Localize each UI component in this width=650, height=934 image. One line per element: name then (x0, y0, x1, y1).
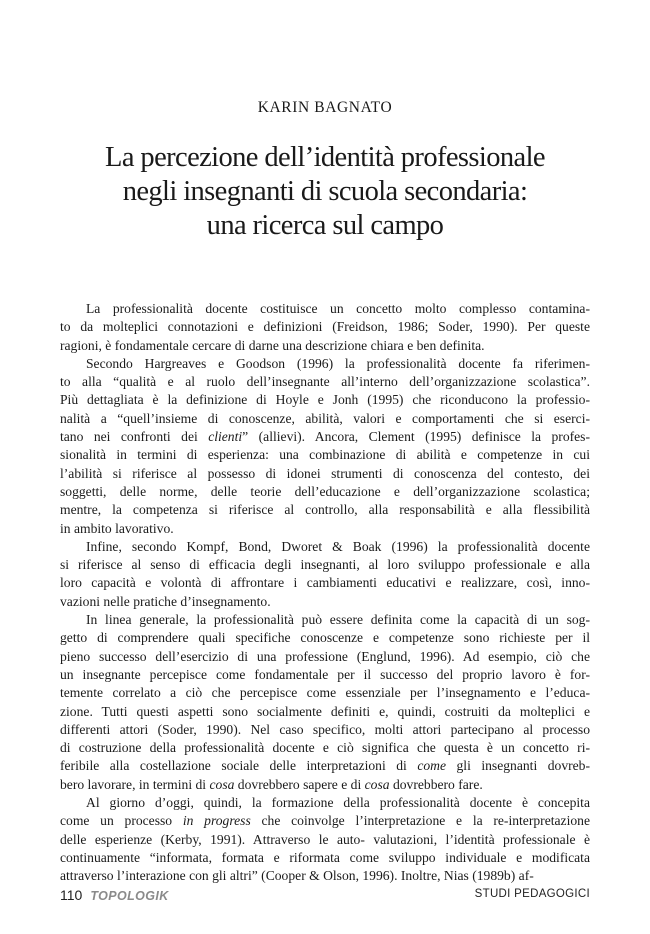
text-segment: di costruzione della professionalità docente e ciò significa che questa è un concetto ri- (60, 740, 590, 756)
text-segment: soggetti, delle norme, delle teorie dell’educazione e dell’organizzazione scolastica; (60, 483, 590, 499)
footer-left (60, 887, 169, 903)
text-line (60, 410, 590, 428)
text-segment: tano nei confronti dei (60, 429, 209, 445)
text-segment: La professionalità docente costituisce un concetto molto complesso contamina- (86, 301, 590, 316)
text-line (60, 318, 590, 336)
text-line (60, 465, 590, 483)
journal-name: TOPOLOGIK (90, 889, 169, 903)
text-segment: zione. Tutti questi aspetti sono socialmente definiti e, quindi, costruiti da molteplici e (60, 703, 590, 719)
paragraph (60, 794, 590, 885)
text-segment: loro capacità e volontà di affrontare i cambiamenti educativi e realizzare, così, inno- (60, 575, 590, 591)
text-segment: Infine, secondo Kompf, Bond, Dworet & Boak (1996) la professionalità docente (86, 538, 590, 554)
article-title (0, 141, 650, 243)
text-line (60, 391, 590, 409)
title-line-3: una ricerca sul campo (206, 210, 444, 241)
text-line (60, 739, 590, 757)
text-segment: come un processo (60, 813, 183, 829)
paragraph (60, 300, 590, 355)
text-line (60, 355, 590, 373)
text-line (60, 373, 590, 391)
text-segment: dovrebbero fare. (389, 776, 483, 792)
text-line (60, 849, 590, 867)
text-line (60, 794, 590, 812)
article-author: KARIN BAGNATO (257, 99, 393, 116)
text-segment: Più dettagliata è la definizione di Hoyle e Jonh (1995) che riconducono la professio- (60, 392, 590, 408)
text-segment: getto di comprendere quali specifiche conoscenze e competenze sono richieste per il (60, 630, 590, 646)
title-line-2: negli insegnanti di scuola secondaria: (122, 176, 528, 207)
text-line (60, 501, 590, 519)
text-segment: vazioni nelle pratiche d’insegnamento. (60, 593, 271, 609)
text-line (60, 574, 590, 592)
emphasis-text: come (417, 758, 446, 774)
paragraph (60, 611, 590, 794)
text-segment: pieno successo dell’esercizio di una professione (Englund, 1996). Ad esempio, ciò che (60, 648, 590, 664)
text-segment: gli insegnanti dovreb- (446, 758, 590, 774)
text-segment: che coinvolge l’interpretazione e la re-interpretazione (250, 813, 590, 829)
text-line (60, 520, 590, 538)
text-line (60, 446, 590, 464)
paragraph (60, 538, 590, 611)
text-segment: nalità a “quell’insieme di conoscenze, abilità, valori e comportamenti che si eserci- (60, 410, 590, 426)
page-number: 110 (60, 887, 83, 903)
emphasis-text: cosa (209, 776, 235, 792)
section-name: STUDI PEDAGOGICI (474, 888, 590, 900)
text-line (60, 300, 590, 318)
text-segment: to alla “qualità e al ruolo dell’insegnante all’interno dell’organizzazione scolastica”. (60, 374, 590, 390)
text-segment: feribile alla costellazione sociale delle interpretazioni di (60, 758, 418, 774)
text-line (60, 593, 590, 611)
text-segment: differenti attori (Soder, 1990). Nel caso specifico, molti attori partecipano al processo (60, 721, 590, 737)
text-line (60, 684, 590, 702)
text-segment: in ambito lavorativo. (60, 520, 174, 536)
text-line (60, 648, 590, 666)
text-line (60, 428, 590, 446)
text-segment: mentre, la competenza si riferisce al controllo, alla responsabilità e alla flessibilità (60, 502, 590, 518)
text-segment: continuamente “informata, formata e riformata come sviluppo individuale e modificata (60, 849, 590, 865)
text-segment: ragioni, è fondamentale cercare di darne una descrizione chiara e ben definita. (60, 337, 485, 353)
text-line (60, 721, 590, 739)
text-segment: to da molteplici connotazioni e definizioni (Freidson, 1986; Soder, 1990). Per queste (60, 319, 590, 335)
text-line (60, 666, 590, 684)
text-line (60, 776, 590, 794)
emphasis-text: cosa (364, 776, 390, 792)
text-segment: ” (allievi). Ancora, Clement (1995) definisce la profes- (242, 429, 590, 445)
text-line (60, 757, 590, 775)
text-segment: un insegnante percepisce come fondamentale per il successo del proprio lavoro è for- (60, 666, 590, 682)
text-line (60, 556, 590, 574)
emphasis-text: in progress (182, 813, 251, 829)
text-line (60, 611, 590, 629)
text-segment: attraverso l’interazione con gli altri” (Cooper & Olson, 1996). Inoltre, Nias (1989b) af- (60, 868, 534, 884)
text-segment: l’abilità si riferisce al possesso di idonei strumenti di conoscenza del contesto, dei (60, 465, 590, 481)
text-segment: In linea generale, la professionalità può essere definita come la capacità di un sog- (86, 612, 590, 628)
text-segment: Secondo Hargreaves e Goodson (1996) la professionalità docente fa riferimen- (86, 355, 590, 371)
text-line (60, 831, 590, 849)
text-line (60, 867, 590, 885)
emphasis-text: clienti (208, 429, 243, 445)
text-segment: sionalità in termini di esperienza: una combinazione di abilità e competenze in cui (60, 447, 590, 463)
title-line-1: La percezione dell’identità professionale (105, 142, 545, 173)
text-segment: Al giorno d’oggi, quindi, la formazione della professionalità docente è concepita (86, 795, 590, 811)
text-line (60, 703, 590, 721)
text-segment: delle esperienze (Kerby, 1991). Attraverso le auto- valutazioni, l’identità professionale è (60, 831, 590, 847)
text-segment: si riferisce al senso di efficacia degli insegnanti, al loro sviluppo professionale e alla (60, 557, 590, 573)
paragraph (60, 355, 590, 538)
text-line (60, 337, 590, 355)
text-line (60, 483, 590, 501)
text-line (60, 629, 590, 647)
article-body (60, 300, 590, 886)
text-line (60, 812, 590, 830)
text-segment: dovrebbero sapere e di (234, 776, 365, 792)
text-segment: temente correlato a ciò che percepisce come essenziale per l’insegnamento e l’educa- (60, 685, 590, 701)
text-line (60, 538, 590, 556)
text-segment: bero lavorare, in termini di (60, 776, 210, 792)
